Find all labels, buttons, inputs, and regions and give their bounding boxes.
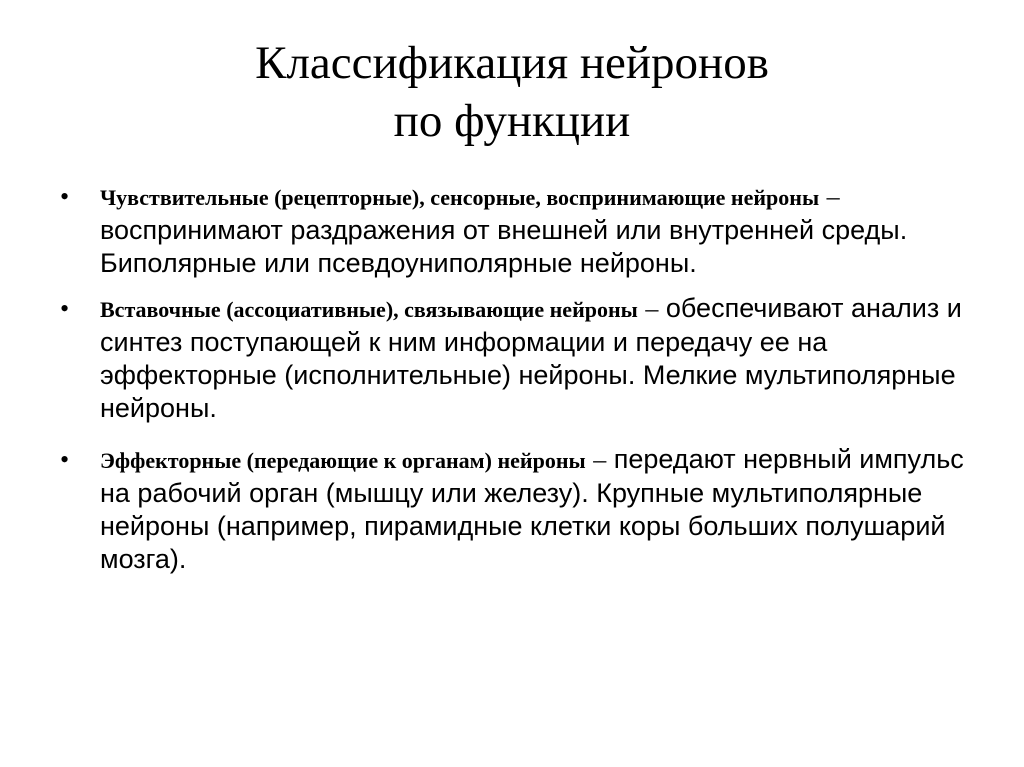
bullet-term: Чувствительные (рецепторные), сенсорные, воспринимающие нейроны [100,185,820,210]
bullet-icon: • [60,182,70,211]
bullet-description: воспринимают раздражения от внешней или внутренней среды. Биполярные или псевдоуниполярные нейроны. [100,215,908,278]
bullet-description: обеспечивают анализ и синтез поступающей к ним информации и передачу ее на эффекторные (исполнительные) нейроны. Мелкие мультиполярные нейроны. [100,293,962,423]
bullet-dash: – [645,294,659,323]
slide-title-line-1: Классификация нейронов [255,37,769,89]
bullet-item-interneuron [58,292,978,425]
bullet-dash: – [593,445,607,474]
bullet-term: Вставочные (ассоциативные), связывающие нейроны [100,297,638,322]
bullet-list [58,180,978,576]
slide-title-line-2: по функции [393,95,631,147]
bullet-icon: • [60,294,70,323]
bullet-item-sensory [58,180,978,280]
bullet-dash: – [826,182,840,211]
bullet-description: передают нервный импульс на рабочий орган (мышцу или железу). Крупные мультиполярные нейроны (например, пирамидные клетки коры больших полушарий мозга). [100,444,964,574]
slide-title [0,34,1024,150]
bullet-icon: • [60,445,70,474]
bullet-item-effector [58,443,978,576]
bullet-term: Эффекторные (передающие к органам) нейроны [100,448,586,473]
